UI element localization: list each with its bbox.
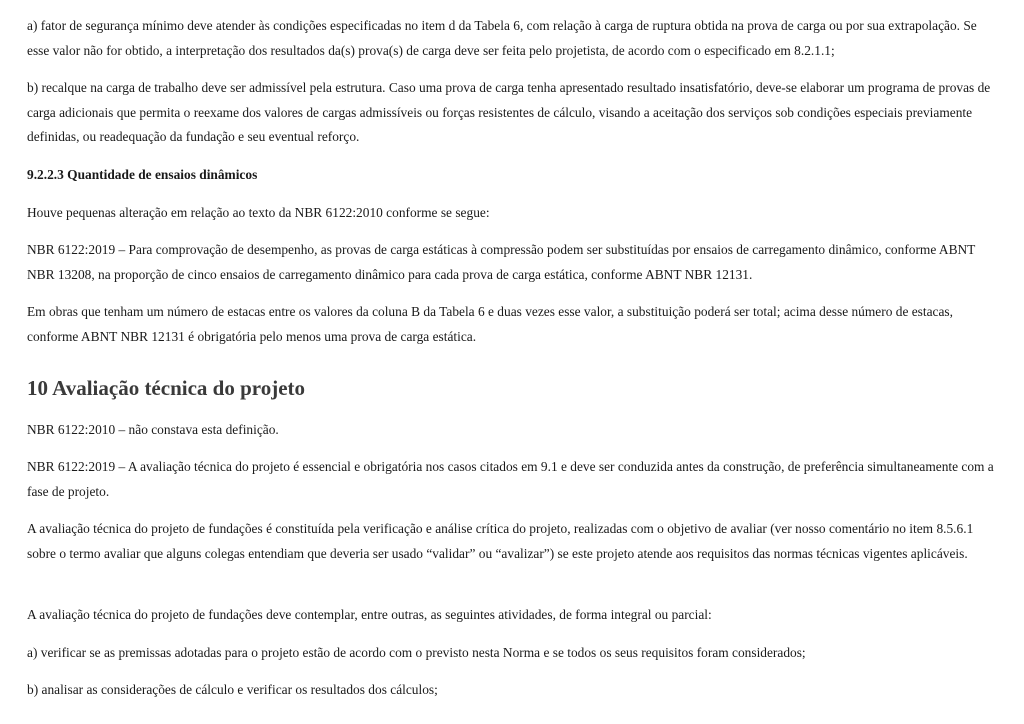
list-item-b: b) analisar as considerações de cálculo e verificar os resultados dos cálculos; [27,682,438,697]
paragraph-nbr-2019-evaluation: NBR 6122:2019 – A avaliação técnica do projeto é essencial e obrigatória nos casos citados em 9.1 e deve ser conduzida antes da construção, de preferência simultaneamente com a fase de projeto. [27,459,994,499]
paragraph-item-a: a) fator de segurança mínimo deve atender às condições especificadas no item d da Tabela 6, com relação à carga de ruptura obtida na prova de carga ou por sua extrapolação. Se esse valor não for obtido, a interpretação dos resultados da(s) prova(s) de carga deve ser feita pelo projetista, de acordo com o especificado em 8.2.1.1; [27,18,977,58]
section-heading: 10 Avaliação técnica do projeto [27,376,306,400]
subheading: 9.2.2.3 Quantidade de ensaios dinâmicos [27,167,258,182]
paragraph-nbr-2019-dynamic: NBR 6122:2019 – Para comprovação de desempenho, as provas de carga estáticas à compressão podem ser substituídas por ensaios de carregamento dinâmico, conforme ABNT NBR 13208, na proporção de cinco ensaios de carregamento dinâmico para cada prova de carga estática, conforme ABNT NBR 12131. [27,242,976,282]
paragraph-nbr-2010: NBR 6122:2010 – não constava esta definição. [27,422,279,437]
paragraph-intro: Houve pequenas alteração em relação ao texto da NBR 6122:2010 conforme se segue: [27,205,490,220]
paragraph-substitution: Em obras que tenham um número de estacas entre os valores da coluna B da Tabela 6 e duas vezes esse valor, a substituição poderá ser total; acima desse número de estacas, conforme ABNT NBR 12131 é obrigatória pelo menos uma prova de carga estática. [27,304,953,344]
list-item-a: a) verificar se as premissas adotadas para o projeto estão de acordo com o previsto nesta Norma e se todos os seus requisitos foram considerados; [27,645,806,660]
paragraph-activities-intro: A avaliação técnica do projeto de fundações deve contemplar, entre outras, as seguintes atividades, de forma integral ou parcial: [27,607,712,622]
paragraph-item-b: b) recalque na carga de trabalho deve ser admissível pela estrutura. Caso uma prova de carga tenha apresentado resultado insatisfatório, deve-se elaborar um programa de provas de carga adicionais que permita o reexame dos valores de cargas admissíveis ou forças resistentes de cálculo, visando a aceitação dos serviços sob condições especiais previamente definidas, ou readequação da fundação e seu eventual reforço. [27,80,991,144]
paragraph-evaluation-definition: A avaliação técnica do projeto de fundações é constituída pela verificação e análise crítica do projeto, realizadas com o objetivo de avaliar (ver nosso comentário no item 8.5.6.1 sobre o termo avaliar que alguns colegas entendiam que deveria ser usado “validar” ou “avalizar”) se este projeto atende aos requisitos das normas técnicas vigentes aplicáveis. [27,521,974,561]
